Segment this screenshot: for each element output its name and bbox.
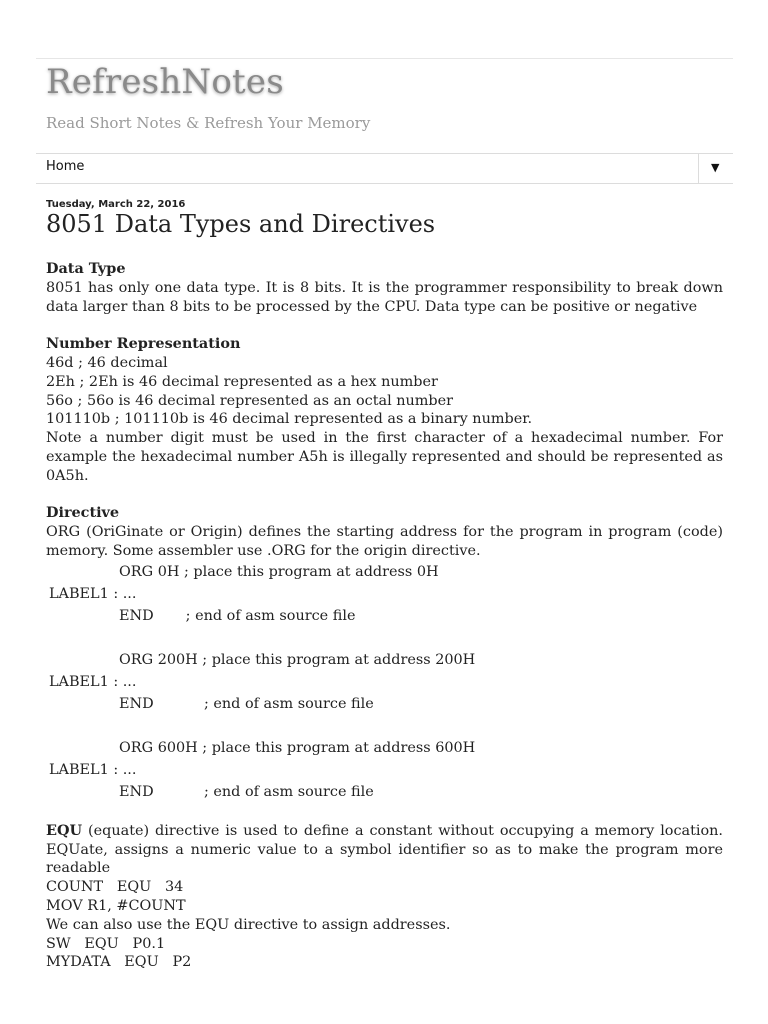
chevron-down-icon: ▼ (711, 161, 720, 174)
equ-line: COUNT EQU 34 (46, 879, 184, 896)
equ-line: We can also use the EQU directive to assign addresses. (46, 916, 451, 933)
equ-line: MYDATA EQU P2 (46, 954, 192, 971)
end-line: END ; end of asm source file (119, 695, 374, 712)
number-heading: Number Representation (46, 335, 241, 353)
data-type-heading: Data Type (46, 260, 126, 277)
page-navigation (36, 153, 733, 184)
number-line: 46d ; 46 decimal (46, 354, 168, 371)
end-line: END ; end of asm source file (119, 783, 374, 800)
header-top-border (36, 58, 733, 59)
data-type-text: 8051 has only one data type. It is 8 bits. It is the programmer responsibility to break down data larger than 8 bits to be processed by the CPU. Data type can be positive or negative (46, 279, 723, 315)
post-date: Tuesday, March 22, 2016 (46, 199, 186, 210)
post-body (46, 260, 723, 972)
org-line: ORG 600H ; place this program at address 600H (119, 739, 476, 756)
number-line: 2Eh ; 2Eh is 46 decimal represented as a hex number (46, 373, 438, 390)
label-line: LABEL1 : ... (49, 673, 137, 690)
number-line: 56o ; 56o is 46 decimal represented as an octal number (46, 392, 454, 409)
number-note: Note a number digit must be used in the first character of a hexadecimal number. For example the hexadecimal number A5h is illegally represented and should be represented as 0A5h. (46, 430, 723, 484)
org-line: ORG 0H ; place this program at address 0H (119, 563, 439, 580)
directive-text: ORG (OriGinate or Origin) defines the starting address for the program in program (code) memory. Some assembler use .ORG for the origin directive. (46, 524, 723, 559)
label-line: LABEL1 : ... (49, 761, 137, 778)
org-line: ORG 200H ; place this program at address 200H (119, 651, 476, 668)
equ-line: MOV R1, #COUNT (46, 897, 186, 914)
directive-heading: Directive (46, 504, 120, 522)
end-line: END ; end of asm source file (119, 607, 356, 624)
equ-text: EQU (equate) directive is used to define a constant without occupying a memory location. EQUate, assigns a numeric value to a symbol identifier so as to make the program more readable (46, 821, 723, 877)
nav-home-link[interactable]: Home (46, 159, 85, 174)
label-line: LABEL1 : ... (49, 585, 137, 602)
blog-title[interactable]: RefreshNotes (46, 62, 284, 102)
number-line: 101110b ; 101110b is 46 decimal represented as a binary number. (46, 411, 533, 428)
blog-description: Read Short Notes & Refresh Your Memory (46, 114, 371, 132)
post-title[interactable]: 8051 Data Types and Directives (46, 210, 436, 238)
equ-line: SW EQU P0.1 (46, 935, 166, 952)
nav-menu-toggle[interactable] (698, 154, 733, 183)
